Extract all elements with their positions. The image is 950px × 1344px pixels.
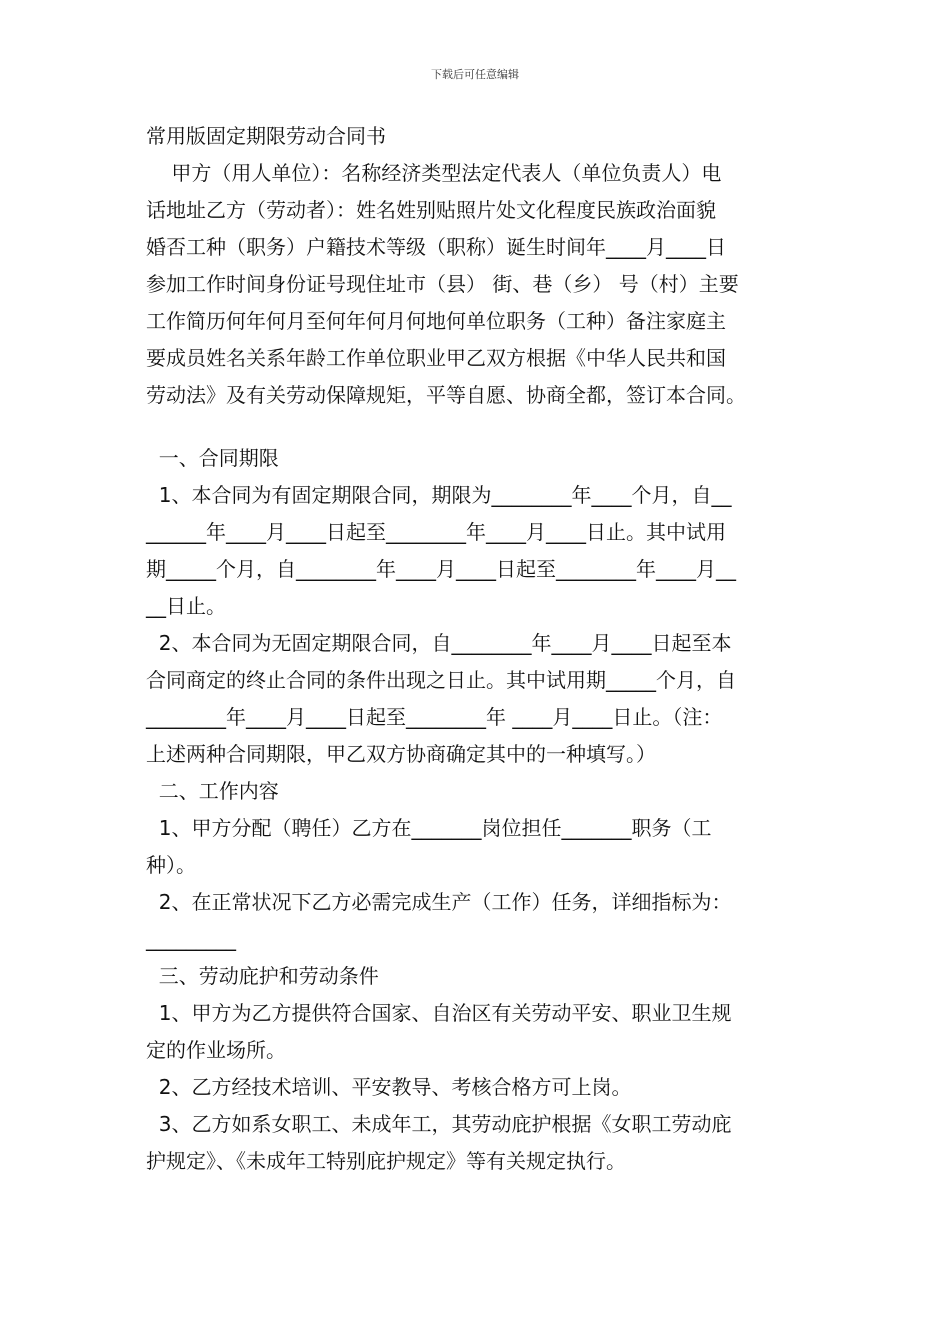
document-body bbox=[146, 118, 810, 1180]
paragraph-line: 劳动法》及有关劳动保障规矩，平等自愿、协商全都，签订本合同。 bbox=[146, 383, 746, 407]
intro-paragraph bbox=[146, 155, 810, 414]
blank-gap bbox=[146, 414, 810, 440]
paragraph-line: 3、乙方如系女职工、未成年工，其劳动庇护根据《女职工劳动庇 bbox=[146, 1112, 732, 1136]
paragraph-line: 婚否工种（职务）户籍技术等级（职称）诞生时间年____月____日 bbox=[146, 235, 726, 259]
paragraph-line: 甲方（用人单位）：名称经济类型法定代表人（单位负责人）电 bbox=[146, 161, 722, 185]
paragraph-line: 话地址乙方（劳动者）：姓名姓别贴照片处文化程度民族政治面貌 bbox=[146, 198, 716, 222]
paragraph-line: 1、本合同为有固定期限合同，期限为________年____个月，自__ bbox=[146, 483, 732, 507]
section-contract-term bbox=[146, 440, 810, 773]
section-heading: 一、合同期限 bbox=[146, 446, 279, 470]
section-labor-protection bbox=[146, 958, 810, 1180]
paragraph-line: 2、乙方经技术培训、平安教导、考核合格方可上岗。 bbox=[146, 1075, 632, 1099]
paragraph-line: 工作简历何年何月至何年何月何地何单位职务（工种）备注家庭主 bbox=[146, 309, 726, 333]
paragraph-line: 参加工作时间身份证号现住址市（县） 街、巷（乡） 号（村）主要 bbox=[146, 272, 739, 296]
paragraph-line: 1、甲方为乙方提供符合国家、自治区有关劳动平安、职业卫生规 bbox=[146, 1001, 732, 1025]
page-header-note: 下载后可任意编辑 bbox=[431, 68, 519, 81]
paragraph-line: 护规定》、《未成年工特别庇护规定》等有关规定执行。 bbox=[146, 1149, 626, 1173]
paragraph-line: ______年____月____日起至________年____月____日止。其中试用 bbox=[146, 520, 726, 544]
paragraph-line: ________年____月____日起至________年 ____月____日止。（注： bbox=[146, 705, 723, 729]
paragraph-line: 1、甲方分配（聘任）乙方在_______岗位担任_______职务（工 bbox=[146, 816, 712, 840]
paragraph-line: _________ bbox=[146, 927, 236, 951]
paragraph-line: 上述两种合同期限，甲乙双方协商确定其中的一种填写。） bbox=[146, 742, 656, 766]
paragraph-line: 种）。 bbox=[146, 853, 196, 877]
paragraph-line: __日止。 bbox=[146, 594, 226, 618]
section-heading: 二、工作内容 bbox=[146, 779, 279, 803]
paragraph-line: 期_____个月，自________年____月____日起至________年____月__ bbox=[146, 557, 736, 581]
section-heading: 三、劳动庇护和劳动条件 bbox=[146, 964, 379, 988]
paragraph-line: 定的作业场所。 bbox=[146, 1038, 286, 1062]
document-title: 常用版固定期限劳动合同书 bbox=[146, 124, 386, 148]
paragraph-line: 2、本合同为无固定期限合同，自________年____月____日起至本 bbox=[146, 631, 732, 655]
paragraph-line: 要成员姓名关系年龄工作单位职业甲乙双方根据《中华人民共和国 bbox=[146, 346, 726, 370]
section-work-content bbox=[146, 773, 810, 958]
paragraph-line: 合同商定的终止合同的条件出现之日止。其中试用期_____个月，自 bbox=[146, 668, 736, 692]
paragraph-line: 2、在正常状况下乙方必需完成生产（工作）任务，详细指标为： bbox=[146, 890, 732, 914]
